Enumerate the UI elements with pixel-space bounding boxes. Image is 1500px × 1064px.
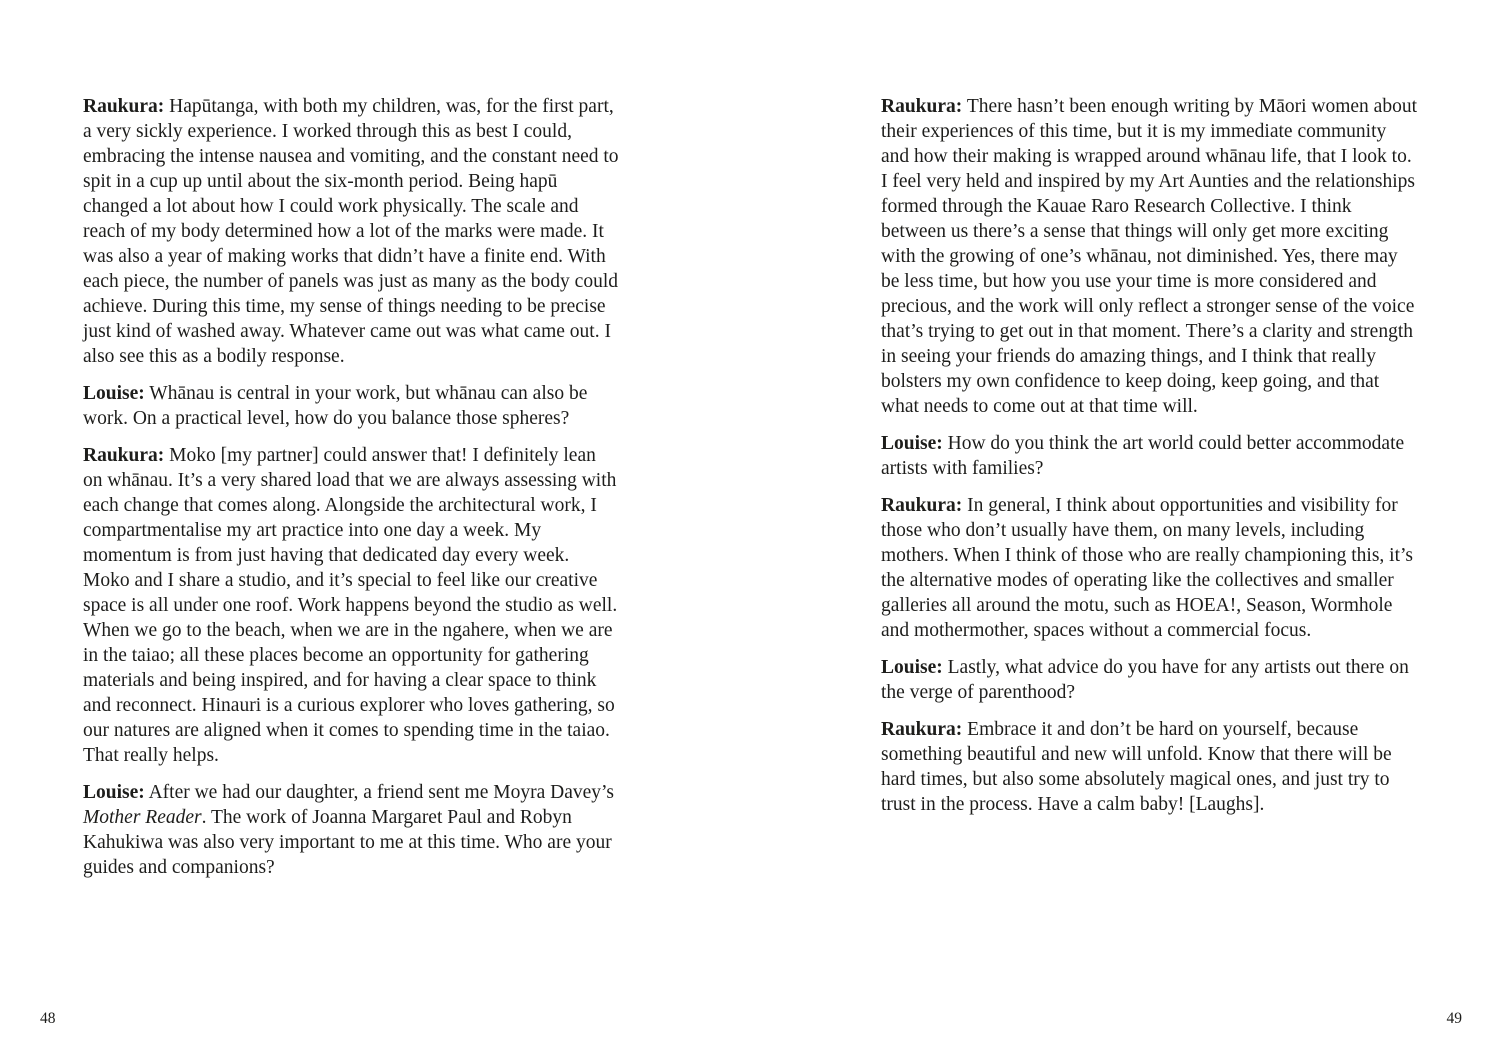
page-right bbox=[750, 0, 1500, 1064]
paragraph-text: Embrace it and don’t be hard on yourself, because something beautiful and new will unfold. Know that there will be hard times, but also some absolutely magical ones, and just try to trust in the process. Have a calm baby! [Laughs]. bbox=[881, 719, 1392, 815]
paragraph-text: . The work of Joanna Margaret Paul and Robyn Kahukiwa was also very important to me at this time. Who are your guides and companions? bbox=[83, 807, 612, 878]
speaker-name: Louise: bbox=[83, 782, 145, 803]
paragraph-text: Whānau is central in your work, but whānau can also be work. On a practical level, how do you balance those spheres? bbox=[83, 383, 588, 429]
paragraph bbox=[881, 655, 1418, 705]
book-title-italic: Mother Reader bbox=[83, 807, 202, 828]
paragraph-text: Moko [my partner] could answer that! I definitely lean on whānau. It’s a very shared load that we are always assessing with each change that comes along. Alongside the architectural work, I compartmentalise my art practice into one day a week. My momentum is from just having that dedicated day every week. Moko and I share a studio, and it’s special to feel like our creative space is all under one roof. Work happens beyond the studio as well. When we go to the beach, when we are in the ngahere, when we are in the taiao; all these places become an opportunity for gathering materials and being inspired, and for having a clear space to think and reconnect. Hinauri is a curious explorer who loves gathering, so our natures are aligned when it comes to spending time in the taiao. That really helps. bbox=[83, 445, 618, 766]
paragraph bbox=[881, 493, 1418, 643]
paragraph bbox=[881, 94, 1418, 419]
page-number-left: 48 bbox=[40, 1009, 56, 1027]
paragraph bbox=[83, 94, 620, 369]
speaker-name: Louise: bbox=[881, 433, 943, 454]
paragraph-text: Hapūtanga, with both my children, was, for the first part, a very sickly experience. I worked through this as best I could, embracing the intense nausea and vomiting, and the constant need to spit in a cup up until about the six-month period. Being hapū changed a lot about how I could work physically. The scale and reach of my body determined how a lot of the marks were made. It was also a year of making works that didn’t have a finite end. With each piece, the number of panels was just as many as the body could achieve. During this time, my sense of things needing to be precise just kind of washed away. Whatever came out was what came out. I also see this as a bodily response. bbox=[83, 96, 619, 367]
paragraph-text: Lastly, what advice do you have for any artists out there on the verge of parenthood? bbox=[881, 657, 1409, 703]
speaker-name: Raukura: bbox=[83, 96, 165, 117]
left-text-column bbox=[83, 94, 620, 892]
speaker-name: Raukura: bbox=[881, 96, 963, 117]
page-number-right: 49 bbox=[1446, 1009, 1462, 1027]
speaker-name: Louise: bbox=[881, 657, 943, 678]
speaker-name: Raukura: bbox=[881, 495, 963, 516]
speaker-name: Raukura: bbox=[881, 719, 963, 740]
paragraph bbox=[83, 381, 620, 431]
speaker-name: Raukura: bbox=[83, 445, 165, 466]
speaker-name: Louise: bbox=[83, 383, 145, 404]
paragraph bbox=[881, 431, 1418, 481]
paragraph bbox=[83, 780, 620, 880]
paragraph-text: In general, I think about opportunities and visibility for those who don’t usually have them, on many levels, including mothers. When I think of those who are really championing this, it’s the alternative modes of operating like the collectives and smaller galleries all around the motu, such as HOEA!, Season, Wormhole and mothermother, spaces without a commercial focus. bbox=[881, 495, 1413, 641]
paragraph-text: After we had our daughter, a friend sent me Moyra Davey’s bbox=[148, 782, 615, 803]
right-text-column bbox=[881, 94, 1418, 829]
paragraph bbox=[83, 443, 620, 768]
paragraph-text: There hasn’t been enough writing by Māori women about their experiences of this time, but it is my immediate community and how their making is wrapped around whānau life, that I look to. I feel very held and inspired by my Art Aunties and the relationships formed through the Kauae Raro Research Collective. I think between us there’s a sense that things will only get more exciting with the growing of one’s whānau, not diminished. Yes, there may be less time, but how you use your time is more considered and precious, and the work will only reflect a stronger sense of the voice that’s trying to get out in that moment. There’s a clarity and strength in seeing your friends do amazing things, and I think that really bolsters my own confidence to keep doing, keep going, and that what needs to come out at that time will. bbox=[881, 96, 1418, 417]
paragraph-text: How do you think the art world could better accommodate artists with families? bbox=[881, 433, 1405, 479]
paragraph bbox=[881, 717, 1418, 817]
